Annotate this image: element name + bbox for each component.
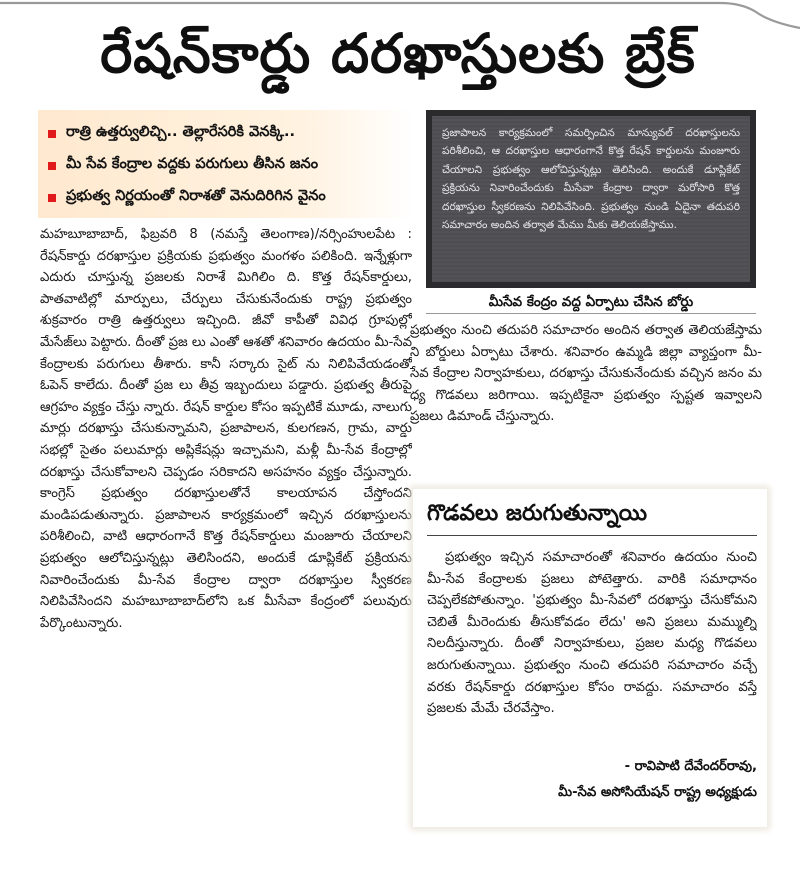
sidebar-divider xyxy=(427,535,757,536)
board-photo-text: ప్రజాపాలన కార్యక్రమంలో సమర్పించిన మాన్యువల్ దరఖాస్తులను పరిశీలించి, ఆ దరఖాస్తుల ఆధారంగానే కొత్త రేషన్ కార్డులను మంజూరు చేయాలని ప్రభుత్వం ఆలోచిస్తున్నట్లు తెలిసింది. అందుకే డూప్లికేట్ ప్రక్రియను నివారించేందుకు మీసేవా కేంద్రాల ద్వారా మరోసారి కొత్త దరఖాస్తుల స్వీకరణను నిలిపివేసింది. ప్రభుత్వం నుండి ఏదైనా తదుపరి సమాచారం అందిన తర్వాత మేము మీకు తెలియజేస్తాము. xyxy=(432,116,750,282)
bullet-square-icon xyxy=(48,130,56,138)
headline: రేషన్‌కార్డు దరఖాస్తులకు బ్రేక్ xyxy=(100,21,696,85)
sidebar-signature-title: మీ-సేవ అసోసియేషన్ రాష్ట్ర అధ్యక్షుడు xyxy=(558,785,757,800)
bullet-item xyxy=(42,182,410,214)
bullet-square-icon xyxy=(48,194,56,202)
sidebar-box xyxy=(412,488,768,828)
bullet-square-icon xyxy=(48,162,56,170)
sidebar-body: ప్రభుత్వం ఇచ్చిన సమాచారంతో శనివారం ఉదయం నుంచి మీ-సేవ కేంద్రాలకు ప్రజలు పోటెత్తారు. వారికి సమాధానం చెప్పలేకపోతున్నాం. 'ప్రభుత్వం మీ-సేవలో దరఖాస్తు చేసుకోమని చెబితే మీరెందుకు తీసుకోవడం లేదు' అని ప్రజలు మమ్ముల్ని నిలదీస్తున్నారు. దీంతో నిర్వాహకులు, ప్రజల మధ్య గొడవలు జరుగుతున్నాయి. ప్రభుత్వం నుంచి తదుపరి సమాచారం వచ్చే వరకు రేషన్‌కార్డు దరఖాస్తుల కోసం రావద్దు. సమాచారం వస్తే ప్రజలకు మేమే చేరవేస్తాం. xyxy=(427,550,757,717)
bullet-text: ప్రభుత్వ నిర్ణయంతో నిరాశతో వెనుదిరిగిన వైనం xyxy=(66,188,326,204)
bullet-item xyxy=(42,150,410,182)
bullet-text: మీ సేవ కేంద్రాల వద్దకు పరుగులు తీసిన జనం xyxy=(66,156,319,172)
bullet-text: రాత్రి ఉత్తర్వులిచ్చి.. తెల్లారేసరికి వెనక్కి.. xyxy=(66,124,296,140)
bullet-item xyxy=(42,118,410,150)
sidebar-title: గొడవలు జరుగుతున్నాయి xyxy=(427,501,647,526)
article-continuation: ప్రభుత్వం నుంచి తదుపరి సమాచారం అందిన తర్వాత తెలియజేస్తామ ని బోర్డులు ఏర్పాటు చేశారు. శనివారం ఉమ్మడి జిల్లా వ్యాప్తంగా మీ-సేవ కేంద్రాల నిర్వాహకులు, దరఖాస్తు చేసుకునేందుకు వచ్చిన జనం మ ధ్య గొడవలు జరిగాయి. ఇప్పటికైనా ప్రభుత్వం స్పష్టత ఇవ్వాలని ప్రజలు డిమాండ్ చేస్తున్నారు. xyxy=(410,323,762,425)
sidebar-signature-name: - రావిపాటి దేవేందర్‌రావు, xyxy=(624,759,757,774)
highlight-bullets xyxy=(38,110,414,218)
photo-caption: మీసేవ కేంద్రం వద్ద ఏర్పాటు చేసిన బోర్డు xyxy=(426,290,756,314)
article-body: మహబూబాబాద్, ఫిబ్రవరి 8 (నమస్తే తెలంగాణ)/నర్సింహులపేట : రేషన్‌కార్డు దరఖాస్తుల ప్రక్రియకు ప్రభుత్వం మంగళం పలికింది. ఇన్నేళ్లుగా ఎదురు చూస్తున్న ప్రజలకు నిరాశే మిగిలిం ది. కొత్త రేషన్‌కార్డులు, పాతవాటిల్లో మార్పులు, చేర్పులు చేసుకునేందుకు రాష్ట్ర ప్రభుత్వం శుక్రవారం రాత్రి ఉత్తర్వులు ఇచ్చింది. జీవో కాపీతో వివిధ గ్రూపుల్లో మేసేజ్‌లు పెట్టారు. దీంతో ప్రజ లు ఎంతో ఆశతో శనివారం ఉదయం మీ-సేవ కేంద్రాలకు పరుగులు తీశారు. కానీ సర్కారు సైట్ ను నిలిపివేయడంతో ఓపెన్ కాలేదు. దీంతో ప్రజ లు తీవ్ర ఇబ్బందులు పడ్డారు. ప్రభుత్వ తీరుపై ఆగ్రహం వ్యక్తం చేస్తు న్నారు. రేషన్ కార్డుల కోసం ఇప్పటికే మూడు, నాలుగు మార్లు దరఖాస్తు చేసుకున్నామని, ప్రజాపాలన, కులగణన, గ్రామ, వార్డు సభల్లో సైతం పలుమార్లు అప్లికేషన్లు ఇచ్చామని, మళ్లీ మీ-సేవ కేంద్రాల్లో దరఖాస్తు చేసుకోవాలని చెప్పడం సరికాదని అసహనం వ్యక్తం చేస్తున్నారు. కాంగ్రెస్ ప్రభుత్వం దరఖాస్తులతోనే కాలయాపన చేస్తోందని మండిపడుతున్నారు. ప్రజాపాలన కార్యక్రమంలో ఇచ్చిన దరఖాస్తులను పరిశీలించి, వాటి ఆధారంగానే కొత్త రేషన్‌కార్డులు మంజూరు చేయాలని ప్రభుత్వం ఆలోచిస్తున్నట్లు తెలిసిందని, అందుకే డూప్లికేట్ ప్రక్రియను నివారించేందుకు మీ-సేవ కేంద్రాల ద్వారా దరఖాస్తుల స్వీకరణ నిలిపివేసిందని మహబూబాబాద్‌లోని ఒక మీసేవా కేంద్రంలో పలువురు పేర్కొంటున్నారు. xyxy=(40,227,412,631)
board-photo xyxy=(426,110,756,288)
